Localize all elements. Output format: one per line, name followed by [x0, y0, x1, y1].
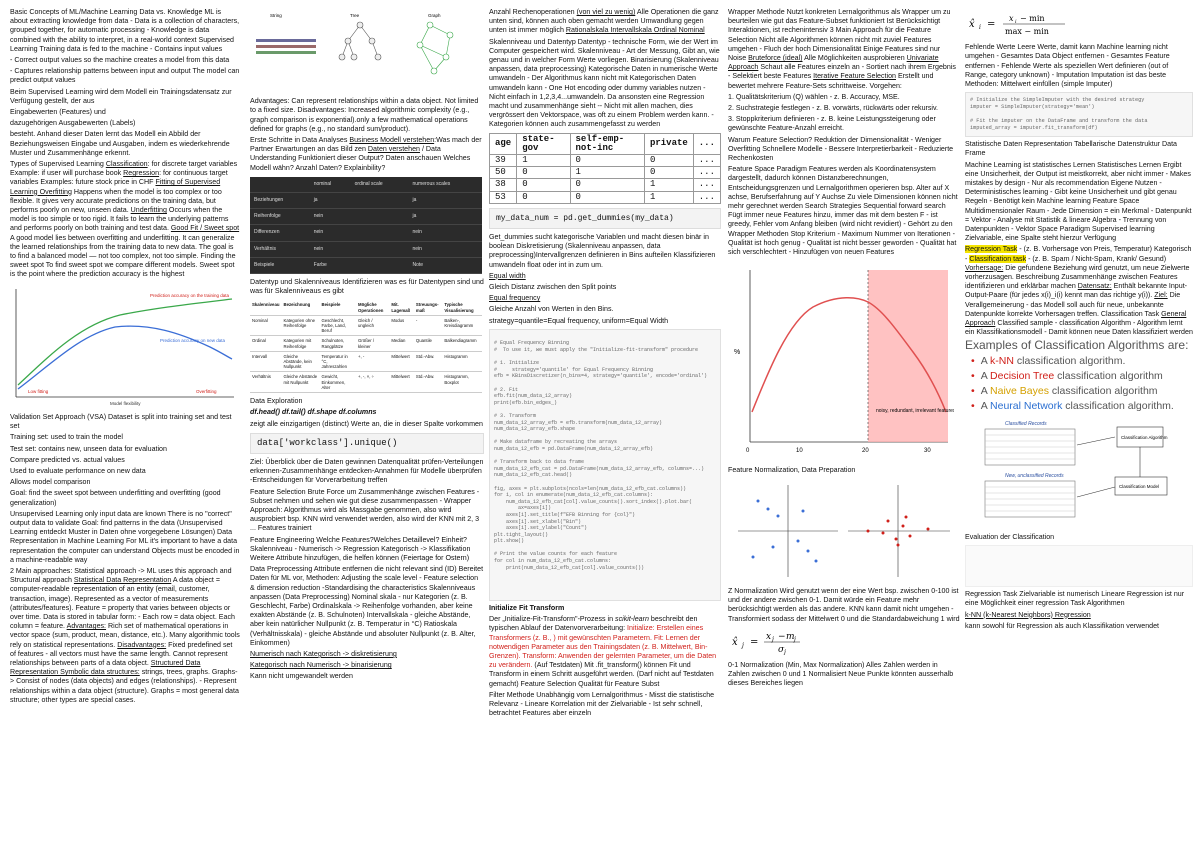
cell: Verhältnis — [250, 241, 310, 257]
text-span: classification algorithm — [1048, 384, 1158, 397]
header-cell: Mögliche Operationen — [356, 300, 389, 315]
text-span: Die Verallgemeinerung - das Modell soll auch für neue, unbekannte Datenpunkte korrekte Vorhersagen treffen. Classification Task — [965, 291, 1181, 318]
code-screenshot-discretization: # Equal Frequency Binning # To use it, we must apply the "Initialize-fit-transform" procedure # 1. Initialize # strategy='quantile' for Equal Frequency Binning efb = KBinsDiscretizer(n_bins=4, strategy='quantile', encode='ordinal') # 2. Fit efb.fit(num_data_12_array) print(efb.bin_edges_) # 3. Transform num_data_12_array_efb = efb.transform(num_data_12_array) num_data_12_array_efb.shape # Make dataframe by recreating the arrays num_data_12_efb = pd.DataFrame(num_data_12_array_efb) # Transform back to data frame num_data_12_efb_cat = pd.DataFrame(num_data_12_array_efb, columns=...) num_data_12_efb_cat.head() fig, axes = plt.subplots(ncols=len(num_data_12_efb_cat.columns)) for i, col in enumerate(num_data_12_efb_cat.columns): num_data_12_efb_cat[col].value_counts().sort_index().plot.bar( ax=axes[i]) axes[i].set_title(f"EFB Binning for {col}") axes[i].set_xlabel("Bin") axes[i].set_ylabel("Count") plt.tight_layout() plt.show() # Print the value counts for each feature for col in num_data_12_efb_cat.columns: print(num_data_12_efb_cat[col].value_counts()) — [489, 329, 721, 601]
term-underfitting: Underfitting — [130, 206, 167, 215]
cell: Verhältnis — [250, 372, 281, 393]
cell: 0 — [517, 179, 570, 191]
label-new-records: New, unclassified Records — [1005, 472, 1064, 479]
chart-label-x: Model flexibility — [110, 400, 141, 406]
cell: 0 — [644, 155, 693, 167]
label-model: Classification Model — [1119, 483, 1160, 489]
text-span: : for discrete target variables Example: if user will purchase book — [10, 160, 238, 178]
tick-label: 10 — [796, 448, 803, 455]
text-block — [250, 136, 484, 173]
table-row — [250, 315, 482, 336]
cell: ... — [693, 167, 720, 179]
text-block: Training set: used to train the model — [10, 433, 123, 442]
svg-text:j: j — [742, 641, 744, 649]
text-block: k-NN (k-Nearest Neighbors) Regression — [965, 610, 1091, 619]
header-cell: self-emp-not-inc — [570, 133, 644, 154]
text-block: Advantages: Can represent relationships within a data object. Not limited to a fixed size. Disadvantages: Increased algorithmic complexity (e.g., graph comparison is exponential).only a few mathematical operations defined for graphs (e.g., no standard sum/product). — [250, 97, 479, 133]
text-block — [728, 8, 960, 91]
text-block: Feature Space Paradigm Features werden als Koordinatensystem dargestellt, dadurch können Distanzberechnungen, Entscheidungsgrenzen und Lernalgorithmen operieren bsp. Alter auf X achse, Berufserfahrung auf Y Auchse Zu viele Dimensionen können nicht mehr gerechnet werden Search Strategies Sequential forward search Fügt immer neue Features hinzu, immer das mit dem besten F - ist greedy, Fehler vom Anfang bleiben (wird nicht revidiert) - Gehört zu den Wrapper Methoden Stop Kriterium - Maximum Nummer von Iterationen - Qualität ist hoch genug - Qualität ist nicht besser geworden - Qualität hat sich verschlechtert - Hinzufügen von neuen Features — [728, 165, 958, 257]
algo-name: Naive Bayes — [990, 384, 1049, 397]
text-span: Occurs when the model is too simple or too rigid. It fails to learn the underlying patterns and performs poorly on both training and test data. — [10, 206, 229, 233]
cell: Std.-Abw. — [414, 372, 442, 393]
cell: Note — [409, 257, 483, 273]
cell: Schulnoten, Rangplätze — [320, 336, 357, 351]
header-cell: Beispiele — [320, 300, 357, 315]
example-item — [965, 399, 1193, 414]
cell: Std.-Abw. — [414, 351, 442, 372]
text-block: Eingabewerten (Features) und — [10, 108, 106, 117]
cell: 38 — [490, 179, 517, 191]
cell: +, -, ×, ÷ — [356, 372, 389, 393]
cell: nein — [310, 209, 351, 225]
highlight-classification-task: Classification task — [969, 254, 1027, 263]
table-row — [250, 225, 482, 241]
svg-text:i: i — [1015, 19, 1017, 25]
term-classification: Classification — [105, 160, 148, 169]
feature-count-accuracy-figure — [728, 262, 954, 460]
example-item — [965, 354, 1193, 369]
text-block: 0-1 Normalization (Min, Max Normalization) Alles Zahlen werden in Zahlen zwischen 0 und 1 Normalisiert Neue Punkte könnten ausserhalb dieses Bereiches liegen — [728, 660, 954, 688]
cell — [351, 209, 409, 225]
cell: Modus — [389, 315, 414, 336]
cell: nein — [310, 225, 351, 241]
cell — [351, 225, 409, 241]
text-span: (Auf Testdaten) Mit .fit_transform() können Fit und Transform in einem Schritt ausgeführt werden. (Darf nicht auf Testdaten gemacht) Feature Selection Qualität für Feature Subst — [489, 661, 714, 688]
cell: 50 — [490, 167, 517, 179]
cell: - — [414, 315, 442, 336]
text-span: :Was mach der Partner Erwartungen an das Bild zen — [250, 136, 482, 154]
header-cell: ordinal scale — [351, 177, 409, 193]
column-3 — [489, 8, 721, 844]
column-4 — [728, 8, 960, 844]
code-unique: data['workclass'].unique() — [250, 433, 484, 454]
text-span: classification algorithm. — [1013, 354, 1126, 367]
text-span: : for continuous target variables Examples: future stock price in CHF — [10, 169, 228, 187]
cell: Quantile — [414, 336, 442, 351]
cell: 0 — [570, 179, 644, 191]
text-span: Initialize: Erstellen eines Transformers (z. B., ) mit gewünschten Parametern. Fit: Lernen der notwendigen Parameter aus den Trainingsdaten (z. B. Mittelwert, Bin-Grenzen). Transform: Anwenden der gelernten Parameter, um die Daten zu verändern. — [489, 624, 717, 670]
text-block — [489, 8, 721, 36]
text-block: Statistische Daten Representation Tabellarische Datenstruktur Data Frame — [965, 140, 1178, 158]
text-span: Datensatz: — [1077, 282, 1112, 291]
cell: ... — [693, 179, 720, 191]
cell: Mittelwert — [389, 351, 414, 372]
cell: Gleich / ungleich — [356, 315, 389, 336]
label-algorithm: Classification Algorithm — [1121, 434, 1168, 440]
cell: nein — [409, 225, 483, 241]
table-row — [490, 167, 721, 179]
chart-label-over: Overfitting — [196, 388, 217, 394]
text-span: Anzahl Rechenoperationen — [489, 8, 577, 16]
header-cell: Mit. Lagemaß — [389, 300, 414, 315]
cell: Histogramm, Boxplot — [442, 372, 482, 393]
annotation: noisy, redundant, irrelevant features — [876, 408, 954, 415]
bullet-icon: • — [971, 399, 975, 412]
header-cell: Typische Visualisierung — [442, 300, 482, 315]
svg-text:x̂: x̂ — [732, 636, 738, 648]
table-row — [490, 155, 721, 167]
text-span: Erste Schritte in Data Analyses — [250, 136, 350, 145]
text-span: Univariate Approach — [728, 54, 939, 72]
table-header-row — [490, 133, 721, 154]
text-block: besteht. Anhand dieser Daten lernt das Modell ein Abbild der Beziehungsweisen Eingabe und Ausgaben, indem es wiederkehrende Muster und Zusammenhänge erkennt. — [10, 130, 230, 157]
list-item: 3. Stoppkriterium definieren - z. B. keine Leistungssteigerung oder gewünschte Feature-Anzahl erreicht. — [728, 115, 936, 133]
svg-text:x: x — [766, 631, 772, 642]
cell: Reihenfolge — [250, 209, 310, 225]
cell: Beziehungen — [250, 193, 310, 209]
text-span: - (z. B. Vorhersage von Preis, Temperatur) Kategorisch - — [965, 245, 1192, 263]
cell: Histogramm — [442, 351, 482, 372]
text-block: Filter Methode Unabhängig vom Lernalgorithmus - Misst die statistische Relevanz - Lineare Korrelation mit der Zielvariable - Ist sehr schnell, betrachtet Features aber einzeln — [489, 690, 715, 718]
text-span: Ziel: — [1154, 291, 1168, 300]
text-block: Used to evaluate performance on new data — [10, 466, 146, 475]
text-span: A — [980, 354, 991, 367]
cell: Ordinal — [250, 336, 281, 351]
text-block: Data Preprocessing Attribute entfernen die nicht relevant sind (ID) Bereitet Daten für ML vor, Methoden: Adjusting the scale level - Feature selection & dimension reduction -Standardising the characteristics Skalenniveaus anpassen (Data Preprocessing) Nominal skala - nur Kategorien (z. B. Geschlecht, Farbe) Ordinalskala -> Reihenfolge vorhanden, aber keine exakten Abstände (z. B. Schulnoten) Intervallskala - gleiche Abstände, aber kein natürlicher Nullpunkt (z. B. Temperatur in °C) Ratioskala (Verhältnisskala) - gleiche Abstände und absoluter Nullpunkt (z. B. Alter, Einkommen) — [250, 565, 484, 647]
algo-name: k-NN — [990, 354, 1014, 367]
minmax-formula — [965, 11, 1105, 37]
cell: Differenzen — [250, 225, 310, 241]
cell: ... — [693, 155, 720, 167]
header-cell: nominal — [310, 177, 351, 193]
cell: Größer / kleiner — [356, 336, 389, 351]
examples-title — [965, 338, 1193, 353]
tick-label: 30 — [924, 448, 931, 455]
text-span: Enthält bekannte Input-Output-Paare (für jedes x(i)_i(i) kennt man das richtige y(i)). — [965, 282, 1188, 300]
cell: nein — [310, 241, 351, 257]
bullet-icon: • — [971, 384, 975, 397]
text-span: scikit-learn — [615, 615, 649, 624]
text-span: - (z. B. Spam / Nicht-Spam, Krank/ Gesund) — [1026, 254, 1167, 263]
text-block: Equal width — [489, 271, 526, 280]
text-block: Equal frequency — [489, 294, 541, 303]
cell: Gleiche Abstände, kein Nullpunkt — [281, 351, 319, 372]
string-tree-graph-figure — [250, 11, 482, 91]
cell: 53 — [490, 191, 517, 203]
text-span: / Data Understanding Funktioniert dieser Output? Daten anschauen Welches Modell wähn? Anzahl Daten? Explainbility? — [250, 145, 471, 172]
table-row — [490, 191, 721, 203]
cell: Gleiche Abstände mit Nullpunkt — [281, 372, 319, 393]
term-disadvantages: Disadvantages: — [117, 640, 167, 649]
text-block — [10, 567, 240, 705]
cell: ja — [409, 209, 483, 225]
svg-text:=: = — [750, 636, 759, 648]
text-block: Kann nicht umgewandelt werden — [250, 672, 353, 681]
text-block: - Captures relationship patterns between input and output The model can predict output values — [10, 67, 240, 85]
chart-label-new: Prediction accuracy on new data — [160, 337, 226, 343]
cell: 0 — [517, 167, 570, 179]
y-label: % — [734, 349, 741, 357]
text-span: Bruteforce (ideal) — [748, 54, 803, 63]
cell: +, - — [356, 351, 389, 372]
svg-text:i: i — [979, 24, 981, 31]
cell: Mittelwert — [389, 372, 414, 393]
text-block: Basic Concepts of ML/Machine Learning Data vs. Knowledge ML is about extracting knowledge from data - Data is a collection of characters, grouped together, for automatic processing - Knowledge is data combined with the ability to interpret, in a real-world context Supervised Learning Training data is fed to the machine - Contains input values — [10, 8, 240, 53]
chart-label-low: Low fitting — [28, 388, 49, 394]
example-item — [965, 369, 1193, 384]
z-normalization-formula — [728, 629, 848, 655]
cell: 0 — [517, 191, 570, 203]
examples-title-text: Examples of Classification Algorithms are: — [965, 338, 1189, 353]
text-block: Initialize Fit Transform — [489, 603, 565, 612]
cell: 0 — [570, 155, 644, 167]
text-block: Compare predicted vs. actual values — [10, 455, 125, 464]
header-cell: numerous scales — [409, 177, 483, 193]
text-span: A — [980, 369, 991, 382]
text-span: General Approach — [965, 309, 1187, 328]
svg-text:m: m — [786, 631, 795, 642]
text-block: Feature Selection Brute Force um Zusammenhänge zwischen Features - Subset nehmen und sehen wie gut diese zusammenpassen - Wrapper Approach: Algorithmus wird als Massgabe genommen, also wird ausprobiert bsp. KNN wird verwendet werden, also wird der KNN mit 2, 3 ... Features trainiert — [250, 487, 480, 533]
fitting-chart — [10, 285, 238, 407]
cell: Median — [389, 336, 414, 351]
text-block — [10, 160, 240, 280]
text-block: df.head() df.tail() df.shape df.columns — [250, 408, 377, 417]
text-block: Warum Feature Selection? Reduktion der Dimensionalität - Weniger Overfitting Schnellere Modelle - Bessere Interpretierbarkeit - Reduzierte Rechenkosten — [728, 135, 954, 163]
text-block: Numerisch nach Kategorisch -> diskretisierung — [250, 649, 397, 658]
cell — [351, 257, 409, 273]
scale-dark-table — [250, 177, 482, 274]
cell: nein — [409, 241, 483, 257]
text-span: Der „Initialize-Fit-Transform"-Prozess in — [489, 615, 616, 624]
noisy-features-region — [868, 270, 948, 442]
text-span: A good model lies between overfitting and underfitting. It can generalize the learned relationships from the training data to new data. The goal is to find a balanced model — not too complex, not too simple. Finding the sweet spot To find sweet spot we compare different models. Sweet spot is the point where the prediction accuracy is the highest — [10, 233, 236, 279]
bullet-icon: • — [971, 369, 975, 382]
tick-label: 0 — [746, 448, 750, 455]
table-row — [250, 209, 482, 225]
header-cell: Bezeichnung — [281, 300, 319, 315]
text-block: Gleiche Anzahl von Werten in den Bins. — [489, 305, 614, 314]
text-span: classification algorithm. — [1062, 399, 1174, 412]
label-classified: Classified Records — [1005, 420, 1047, 427]
cell: Nominal — [250, 315, 281, 336]
text-block: Skalenniveau und Datentyp Datentyp - technische Form, wie der Wert im Computer gespeichert wird. Skalenniveau - Art der Messung, Gibt an, wie genau und in welcher Form Werte vorliegen. Binarisierung (Skalenniveau anpassen, data preprocessing) Kategorische Daten in numerische Werte umwandeln - Der Algorithmus kann nicht mit Kategorischen Daten umwandeln kann - One Hot encoding oder dummy variables nutzen - Nicht einfach in 1,2,3,4...umwandeln. Da ansonsten eine Regression macht und zusammenhänge sieht -- Nicht mit allen machen, dies vergrössert den Vektorspace, was oft zu einem Problem werden kann. -Kategorien können auch zusammengefasst zu werden — [489, 37, 720, 129]
text-span: Types of Supervised Learning — [10, 160, 106, 169]
cell: ... — [693, 191, 720, 203]
table-row — [250, 241, 482, 257]
text-span: Schaut alle Features einzeln an - Sortiert nach ihrem Ergebnis - Selektiert beste Features — [728, 63, 956, 81]
header-cell: Skalenniveau — [250, 300, 281, 315]
tree-image — [339, 22, 381, 60]
cell: Beispiele — [250, 257, 310, 273]
svg-text:=: = — [987, 19, 996, 30]
label-tree: Tree — [350, 13, 360, 18]
label-graph: Graph — [428, 13, 441, 18]
term-good-fit: Good Fit / Sweet spot — [170, 224, 240, 233]
cell: Temperatur in °C, Jahreszahlen — [320, 351, 357, 372]
text-block: Beim Supervised Learning wird dem Modell ein Trainingsdatensatz zur Verfügung gestellt, der aus — [10, 87, 232, 105]
cell — [351, 193, 409, 209]
cell: Balkendiagramm — [442, 336, 482, 351]
svg-text:j: j — [772, 635, 774, 643]
cell: 0 — [644, 167, 693, 179]
algo-name: Neural Network — [990, 399, 1063, 412]
cell: Kategorien ohne Reihenfolge — [281, 315, 319, 336]
text-span: Erstellt und bewertet mehrere Feature-Sets schrittweise. Vorgehen: — [728, 72, 934, 90]
text-block: Ziel: Überblick über die Daten gewinnen Datenqualität prüfen-Verteilungen erkennen-Zusammenhänge entdecken-Annahmen für Modelle überprüfen -Entscheidungen für Vorverarbeitung treffen — [250, 457, 484, 485]
cell: 39 — [490, 155, 517, 167]
text-span: Iterative Feature Selection — [813, 72, 896, 81]
table-row — [250, 351, 482, 372]
svg-text:j: j — [784, 648, 786, 655]
normalization-scatter-figure — [728, 481, 954, 581]
term-business-model: Business Modell verstehen — [349, 136, 435, 145]
svg-text:x: x — [1009, 14, 1014, 23]
text-block: Fehlende Werte Leere Werte, damit kann Machine learning nicht umgehen - Gesamtes Data Object entfernen - Gesamtes Feature entfernen - Fehlende Werte als speziellen Wert definieren (out of Range, category unknown) - Imputation Imputation ist das beste Methoden: Mittelwert einfüllen (simple Imputer) — [965, 43, 1170, 89]
table-row — [250, 193, 482, 209]
text-block — [965, 245, 1193, 337]
column-1 — [10, 8, 240, 844]
text-block: Unsupervised Learning only input data are known There is no "correct" output data to validate Goal: find patterns in the data (Unsupervised Learning entdeckt Muster in Daten ohne vorgegebene Lösungen) Data Representation in Machine Learning For ML it's important to have a data representation the computer can understand Objects must be encoded in a machine-readable way — [10, 509, 240, 564]
header-cell: state-gov — [517, 133, 570, 154]
table-row — [250, 372, 482, 393]
svg-text:max − min: max − min — [1005, 27, 1049, 36]
svg-text:−: − — [778, 631, 786, 642]
text-block: Test set: contains new, unseen data for evaluation — [10, 444, 167, 453]
text-block: Datentyp und Skalenniveaus Identifizieren was es für Datentypen sind und was für Skalenniveaus es gibt — [250, 278, 484, 296]
text-block: dazugehörigen Ausgabewerten (Labels) — [10, 119, 136, 128]
text-span: 2 Main approaches: Statistical approach -> ML uses this approach and Structural approach — [10, 566, 232, 585]
code-get-dummies: my_data_num = pd.get_dummies(my_data) — [489, 208, 721, 229]
text-span: Rationalskala Intervallskala Ordinal Nominal — [565, 26, 705, 35]
text-block: Gleich Distanz zwischen den Split points — [489, 283, 617, 292]
highlight-regression-task: Regression Task — [965, 245, 1018, 254]
term-statistical: Statistical Data Representation — [73, 576, 172, 585]
text-block: Regression Task Zielvariable ist numerisch Lineare Regression ist nur eine Möglichkeit einer regression Task Algorithmen — [965, 590, 1185, 608]
header-cell: ... — [693, 133, 720, 154]
text-block: Z Normalization Wird genutzt wenn der eine Wert bsp. zwischen 0-100 ist und der andere zwischen 0-1. Damit würde ein Feature mehr berücksichtigt werden als das andere. KNN kann damit nicht umgehen - Transformiert sodass der Mittelwert 0 und die Standardabweichung 1 wird — [728, 586, 960, 623]
text-span: Die gefundene Beziehung wird genutzt, um neue Zielwerte vorherzusagen. Beschreibung Zusammenhänge zwischen Features identifizieren und erklärbar machen — [965, 263, 1190, 291]
text-span: Alle Möglichkeiten ausprobieren — [802, 54, 907, 63]
column-2 — [250, 8, 484, 844]
term-data-understanding: Daten verstehen — [367, 145, 420, 154]
text-block — [489, 615, 721, 689]
text-span: Fixed predefined set of features - all vectors must have the same length. Cannot represent relationships between parts of a data object. — [10, 640, 233, 667]
text-block: Machine Learning ist statistisches Lernen Statistisches Lernen Ergibt eine Unsicherheit, der Output ist meistkorrekt, aber nicht immer - Makes mistakes by design - Nur als recommendation Eigene Nutzen - Deterministisches learning - Gibt keine Unsicherheit und gibt genau Regeln - Benötigt kein Machine learning Feature Space Multidimensionaler Raum - Jede Dimension = ein Merkmal - Datenpunkt = Vektor - Analyse mit Statistik & lineare Algebra - Trennung von Datenpunkten - Vektor Space Paradigm Supervised learning Zielvariable, eine Spalte steht hierzur Verfügung — [965, 160, 1192, 243]
text-span: strings, trees, graphs. Graphs-> Consist of nodes (data objects) and edges (relationships). - Represent relationships within a data object (structure). Graphs = most general data structure; other types are special cases. — [10, 668, 239, 704]
text-span: classification algorithm — [1054, 369, 1163, 382]
text-block: Evaluation der Classification — [965, 532, 1055, 541]
header-cell: private — [644, 133, 693, 154]
cell: 1 — [644, 179, 693, 191]
svg-text:σ: σ — [778, 644, 785, 655]
list-item: 1. Qualitätskriterium (Q) wählen - z. B. Accuracy, MSE. — [728, 92, 900, 101]
header-cell: age — [490, 133, 517, 154]
example-item — [965, 384, 1193, 399]
label-string: String — [270, 13, 282, 18]
text-block: Data Exploration — [250, 397, 303, 406]
text-span: Happens when the model is too complex or too flexible. It gives very accurate predictions on the training data, but performs poorly on new, unseen data. — [10, 187, 222, 215]
term-overfitting: Fitting of Supervised Learning Overfitting — [10, 178, 221, 196]
text-block: Kategorisch nach Numerisch -> binarisierung — [250, 661, 392, 670]
text-span: A — [980, 384, 991, 397]
table-header-row — [250, 300, 482, 315]
text-span: beschreibt den typischen Ablauf der Datenvorverarbeitung: — [489, 615, 698, 633]
cell: 1 — [517, 155, 570, 167]
cell: Gewicht, Einkommen, Alter — [320, 372, 357, 393]
algo-name: Decision Tree — [990, 369, 1055, 382]
chart-label-train: Prediction accuracy on the training data — [150, 292, 230, 298]
classification-process-diagram — [965, 417, 1191, 527]
cell: ja — [310, 193, 351, 209]
cell — [351, 241, 409, 257]
text-span: Alle Operationen die ganz unten sind, können auch oben gemacht werden Umwandlung gegen unten ist immer möglich — [489, 8, 719, 35]
dummies-table — [489, 133, 721, 204]
cell: Farbe — [310, 257, 351, 273]
term-structured: Structured Data Representation Symbolic data structures: — [10, 658, 201, 677]
svg-text:− min: − min — [1020, 14, 1045, 23]
cell: Geschlecht, Farbe, Land, Beruf — [320, 315, 357, 336]
cell: 1 — [570, 167, 644, 179]
table-row — [490, 179, 721, 191]
graph-image — [417, 22, 453, 74]
header-cell: Streuungs-maß — [414, 300, 442, 315]
text-block: Feature Engineering Welche Features?Welches Detaillevel? Einheit?Skalenniveau - Numerisch -> Regression Kategorisch -> Klassifikation Weitere Attribute hinzufügen, die helfen können (Feiertage for Ostern) — [250, 535, 471, 562]
scale-level-table — [250, 300, 482, 393]
text-block: Allows model comparison — [10, 478, 91, 487]
text-block: Get_dummies sucht kategorische Variablen und macht diesen binär in boolean Diskretisierung (Skalenniveau anpassen, data preprocessing)Intervallgrenzen definieren in Bins aufteilen Klassifizieren umwandeln float oder int in zum um. — [489, 233, 716, 269]
text-block: zeigt alle einzigartigen (distinct) Werte an, die in dieser Spalte vorkommen — [250, 419, 483, 428]
term-regression: Regression — [123, 169, 160, 178]
term-advantages: Advantages: — [66, 622, 107, 631]
cell: 0 — [570, 191, 644, 203]
cell: Balken-, Kreisdiagramm — [442, 315, 482, 336]
text-span: Rich set of mathematical operations in vector space (sum, product, mean, distance, etc.). Many algorithmic tools rely on statistical representations. — [10, 622, 240, 649]
text-block: kann sowohl für Regression als auch Klassifikation verwendet — [965, 621, 1159, 630]
string-image — [256, 39, 316, 54]
bullet-icon: • — [971, 354, 975, 367]
text-span: Classified sample - classification Algorithm - Algorithm lernt ein Klassifikationsmodell - Damit können neue Daten klassifiziert werden — [965, 319, 1193, 337]
text-block: Validation Set Approach (VSA) Dataset is split into training set and test set — [10, 412, 232, 431]
table-header-row — [250, 177, 482, 193]
text-span: (von viel zu wenig) — [576, 8, 636, 16]
table-row — [250, 336, 482, 351]
evaluation-formulas-image — [965, 545, 1193, 587]
text-block: strategy=quantile=Equal frequency, uniform=Equal Width — [489, 316, 669, 325]
cell: Kategorien mit Reihenfolge — [281, 336, 319, 351]
cell: ja — [409, 193, 483, 209]
code-imputer: # Initialize the SimpleImputer with the desired strategy imputer = SimpleImputer(strategy='mean') # Fit the imputer on the DataFrame and transform the data imputed_array = imputer.fit_transform(df) — [965, 92, 1193, 137]
cell: 1 — [644, 191, 693, 203]
column-5 — [965, 8, 1193, 844]
text-block: - Correct output values so the machine creates a model from this data — [10, 56, 230, 65]
text-span: A data object = computer-readable representation of an entity (email, customer, transaction, image). Represented as a vector of measurements (attributes/features). Feature = property that varies between objects or over time. Data is stored in tabular form: - Each row = data object. Each column = feature. — [10, 576, 235, 631]
header-cell — [250, 177, 310, 193]
svg-text:x̂: x̂ — [969, 19, 975, 30]
svg-text:j: j — [794, 635, 796, 643]
text-span: Wrapper Methode Nutzt konkreten Lernalgorithmus als Wrapper um zu beurteilen wie gut das Feature-Subset funktioniert Ist Berücksichtigt Interaktionen, ist rechenintensiv 3 Main Approach für die Feature Selection Nicht alle Algorithmen können nicht mit zuviel Features umgehen - Fluch der hoch Dimensionalität Einige Features sind nur Noise — [728, 8, 951, 63]
text-span: Vorhersage: — [965, 263, 1004, 272]
cell: Intervall — [250, 351, 281, 372]
tick-label: 20 — [862, 448, 869, 455]
text-span: A — [980, 399, 991, 412]
new-data-accuracy-line — [18, 326, 232, 389]
text-block: Goal: find the sweet spot between underfitting and overfitting (good generalization) — [10, 489, 221, 507]
table-row — [250, 257, 482, 273]
list-item: 2. Suchstrategie festlegen - z. B. vorwärts, rückwärts oder rekursiv. — [728, 104, 938, 113]
text-block: Feature Normalization, Data Preparation — [728, 466, 856, 475]
